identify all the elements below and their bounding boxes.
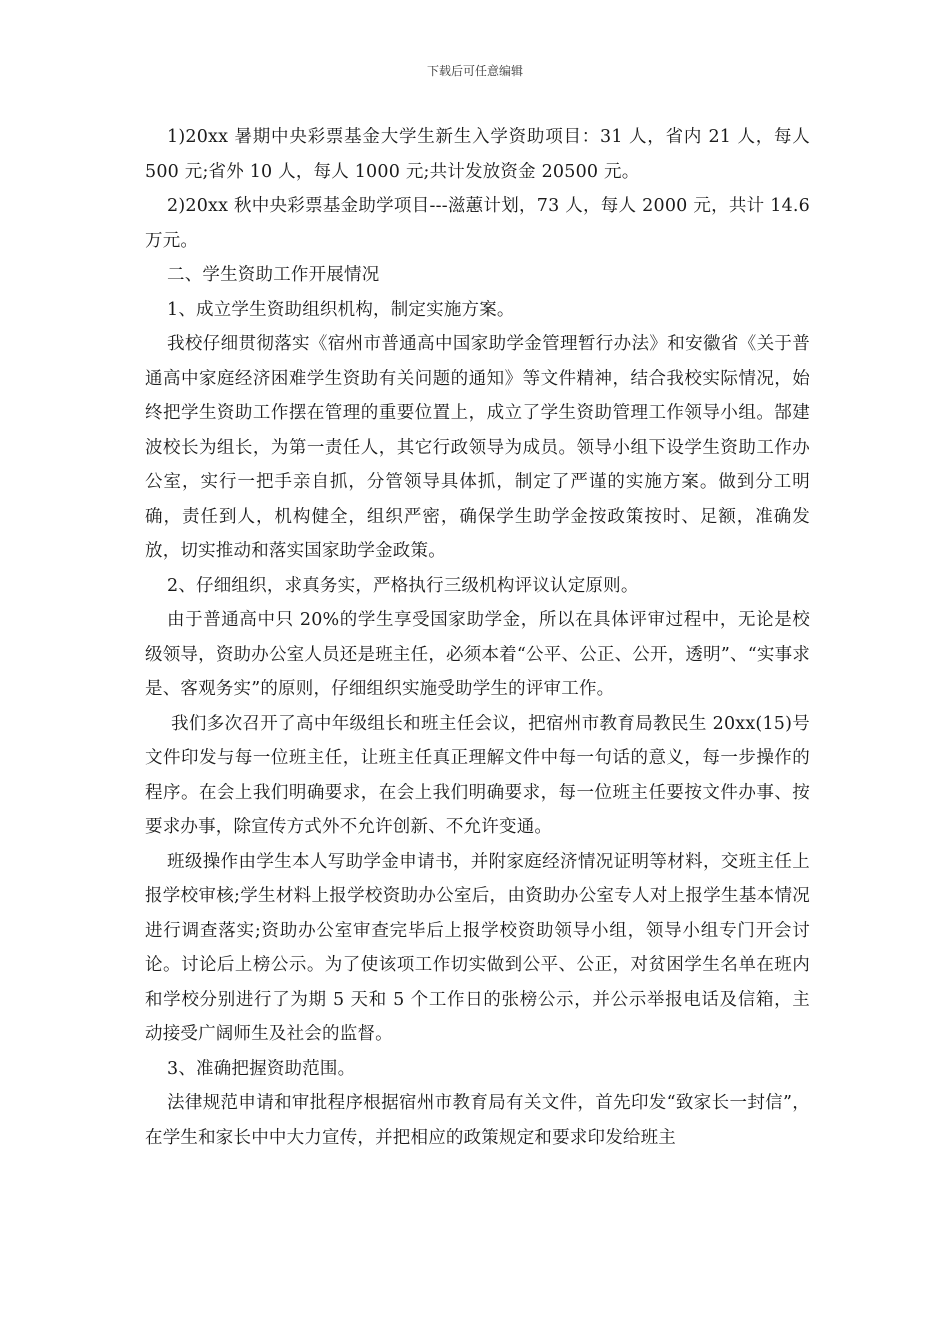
subsection-heading-2: 2、仔细组织，求真务实，严格执行三级机构评议认定原则。 bbox=[167, 575, 639, 596]
paragraph-body-3: 我们多次召开了高中年级组长和班主任会议，把宿州市教育局教民生 20xx(15)号文件印发与每一位班主任，让班主任真正理解文件中每一句话的意义，每一步操作的程序。在会上我们明确要求，在会上我们明确要求，每一位班主任要按文件办事、按要求办事，除宣传方式外不允许创新、不允许变通。 bbox=[145, 713, 810, 837]
subsection-heading-1: 1、成立学生资助组织机构，制定实施方案。 bbox=[167, 299, 515, 320]
paragraph-item-2: 2)20xx 秋中央彩票基金助学项目---滋蕙计划，73 人，每人 2000 元，共计 14.6 万元。 bbox=[145, 196, 810, 251]
paragraph-item-1: 1)20xx 暑期中央彩票基金大学生新生入学资助项目：31 人，省内 21 人，每人 500 元;省外 10 人，每人 1000 元;共计发放资金 20500 元。 bbox=[145, 127, 810, 182]
paragraph-body-2: 由于普通高中只 20%的学生享受国家助学金，所以在具体评审过程中，无论是校级领导，资助办公室人员还是班主任，必须本着“公平、公正、公开，透明”、“实事求是、客观务实”的原则，仔细组织实施受助学生的评审工作。 bbox=[145, 610, 810, 699]
section-heading: 二、学生资助工作开展情况 bbox=[167, 265, 380, 285]
paragraph-body-1: 我校仔细贯彻落实《宿州市普通高中国家助学金管理暂行办法》和安徽省《关于普通高中家庭经济困难学生资助有关问题的通知》等文件精神，结合我校实际情况，始终把学生资助工作摆在管理的重要位置上，成立了学生资助管理工作领导小组。郜建波校长为组长，为第一责任人，其它行政领导为成员。领导小组下设学生资助工作办公室，实行一把手亲自抓，分管领导具体抓，制定了严谨的实施方案。做到分工明确，责任到人，机构健全，组织严密，确保学生助学金按政策按时、足额，准确发放，切实推动和落实国家助学金政策。 bbox=[145, 334, 810, 561]
document-body bbox=[145, 120, 810, 1155]
paragraph-body-4: 班级操作由学生本人写助学金申请书，并附家庭经济情况证明等材料，交班主任上报学校审核;学生材料上报学校资助办公室后，由资助办公室专人对上报学生基本情况进行调查落实;资助办公室审查完毕后上报学校资助领导小组，领导小组专门开会讨论。讨论后上榜公示。为了使该项工作切实做到公平、公正，对贫困学生名单在班内和学校分别进行了为期 5 天和 5 个工作日的张榜公示，并公示举报电话及信箱，主动接受广阔师生及社会的监督。 bbox=[145, 851, 810, 1044]
subsection-heading-3: 3、准确把握资助范围。 bbox=[167, 1058, 356, 1079]
page-header: 下载后可任意编辑 bbox=[426, 64, 523, 78]
paragraph-body-5: 法律规范申请和审批程序根据宿州市教育局有关文件，首先印发“致家长一封信”，在学生和家长中中大力宣传，并把相应的政策规定和要求印发给班主 bbox=[145, 1093, 810, 1148]
